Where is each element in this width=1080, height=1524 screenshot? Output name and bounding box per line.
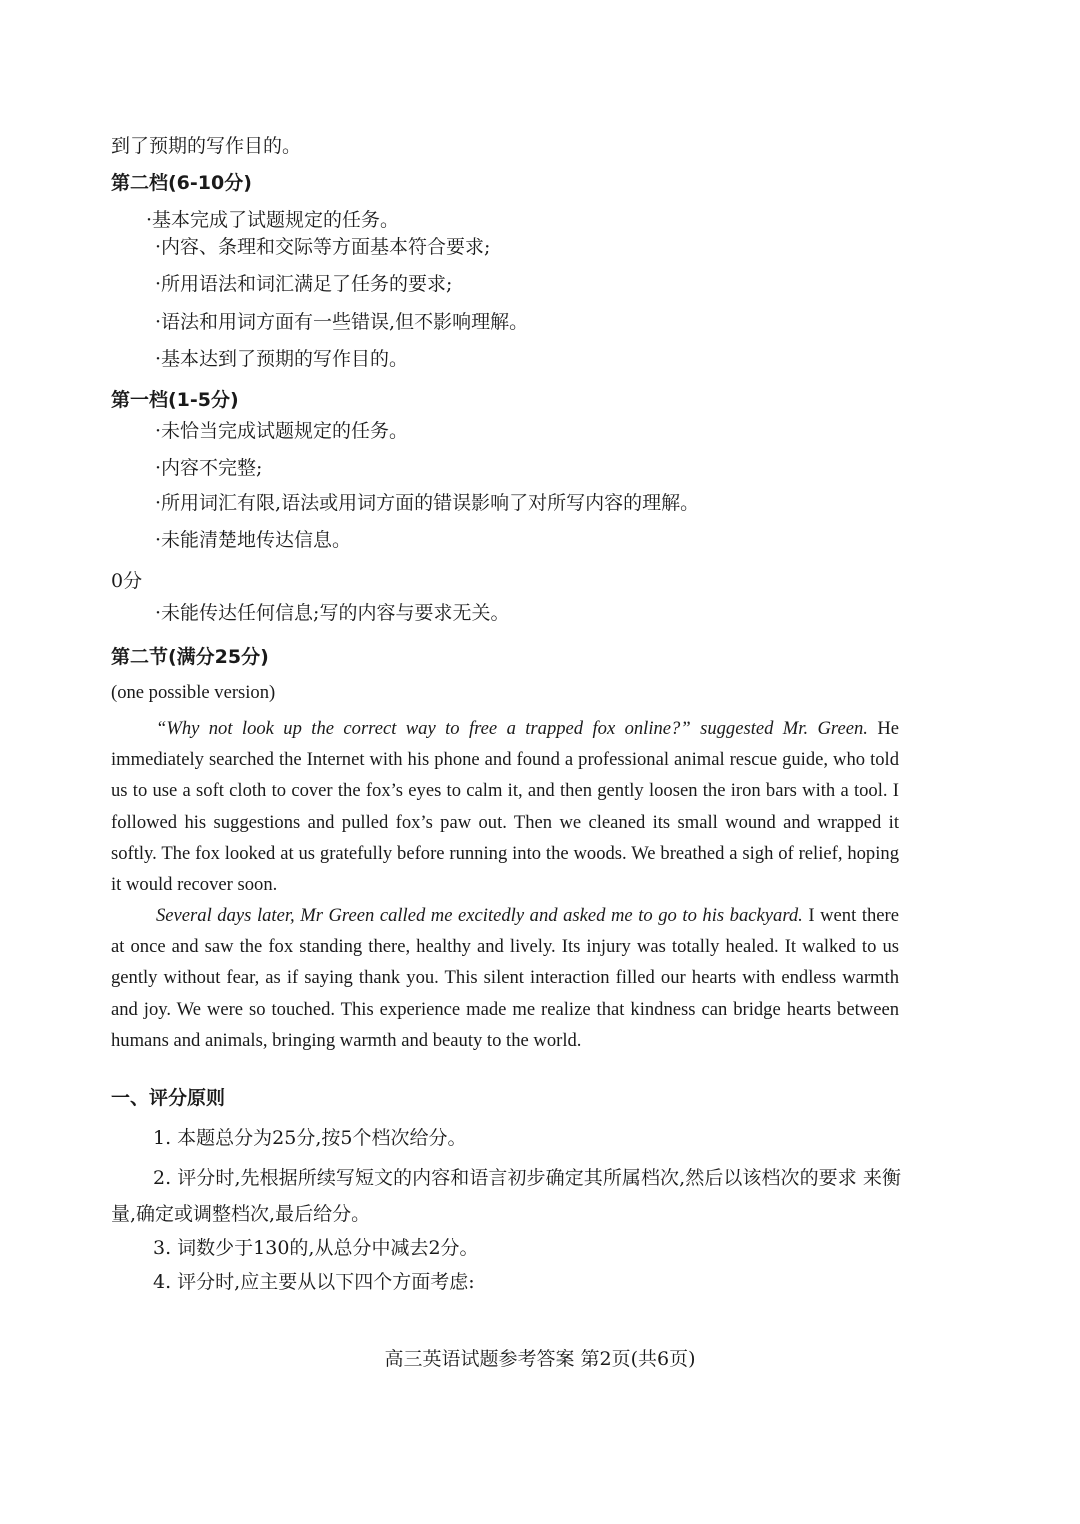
tier1-item: ·未恰当完成试题规定的任务。 (155, 420, 409, 442)
tier1-item: ·内容不完整; (155, 457, 263, 479)
tier2-item: ·内容、条理和交际等方面基本符合要求; (155, 236, 491, 258)
paragraph-2-given-opening: Several days later, Mr Green called me excitedly and asked me to go to his backyard. (156, 905, 803, 926)
tier2-item: ·语法和用词方面有一些错误,但不影响理解。 (155, 311, 529, 333)
paragraph-1-given-opening: “Why not look up the correct way to free a trapped fox online?” suggested Mr. Green. (156, 718, 868, 739)
tier1-item: ·所用词汇有限,语法或用词方面的错误影响了对所写内容的理解。 (155, 492, 700, 514)
scoring-rule-2: 2. 评分时,先根据所续写短文的内容和语言初步确定其所属档次,然后以该档次的要求 来衡量,确定或调整档次,最后给分。 (111, 1167, 901, 1225)
tier2-item: ·基本达到了预期的写作目的。 (155, 348, 409, 370)
scoring-rule-4: 4. 评分时,应主要从以下四个方面考虑: (153, 1271, 475, 1293)
scoring-rule-3: 3. 词数少于130的,从总分中减去2分。 (153, 1237, 479, 1259)
essay-paragraph-2 (111, 900, 899, 1056)
tier2-heading: 第二档(6-10分) (111, 172, 252, 194)
scoring-rule-1: 1. 本题总分为25分,按5个档次给分。 (153, 1127, 467, 1149)
paragraph-2-body: I went there at once and saw the fox standing there, healthy and lively. Its injury was totally healed. It walked to us gently without fear, as if saying thank you. This silent interaction filled our hearts with endless warmth and joy. We were so touched. This experience made me realize that kindness can bridge hearts between humans and animals, bringing warmth and beauty to the world. (111, 905, 899, 1051)
tier2-item: ·所用语法和词汇满足了任务的要求; (155, 273, 453, 295)
essay-paragraph-1 (111, 713, 899, 900)
section2-heading: 第二节(满分25分) (111, 646, 269, 668)
tier1-heading: 第一档(1-5分) (111, 389, 239, 411)
page-footer: 高三英语试题参考答案 第2页(共6页) (384, 1348, 696, 1370)
tier2-item: ·基本完成了试题规定的任务。 (146, 209, 400, 231)
version-note: (one possible version) (111, 682, 276, 703)
tier0-item: ·未能传达任何信息;写的内容与要求无关。 (155, 602, 510, 624)
tier1-item: ·未能清楚地传达信息。 (155, 529, 352, 551)
top-continuation: 到了预期的写作目的。 (111, 135, 302, 157)
scoring-heading: 一、评分原则 (111, 1087, 226, 1109)
tier0-heading: 0分 (111, 570, 143, 592)
paragraph-1-body: He immediately searched the Internet with his phone and found a professional animal rescue guide, who told us to use a soft cloth to cover the fox’s eyes to calm it, and then gently loosen the iron bars with a tool. I followed his suggestions and pulled fox’s paw out. Then we cleaned its small wound and wrapped it softly. The fox looked at us gratefully before running into the woods. We breathed a sigh of relief, hoping it would recover soon. (111, 718, 899, 896)
